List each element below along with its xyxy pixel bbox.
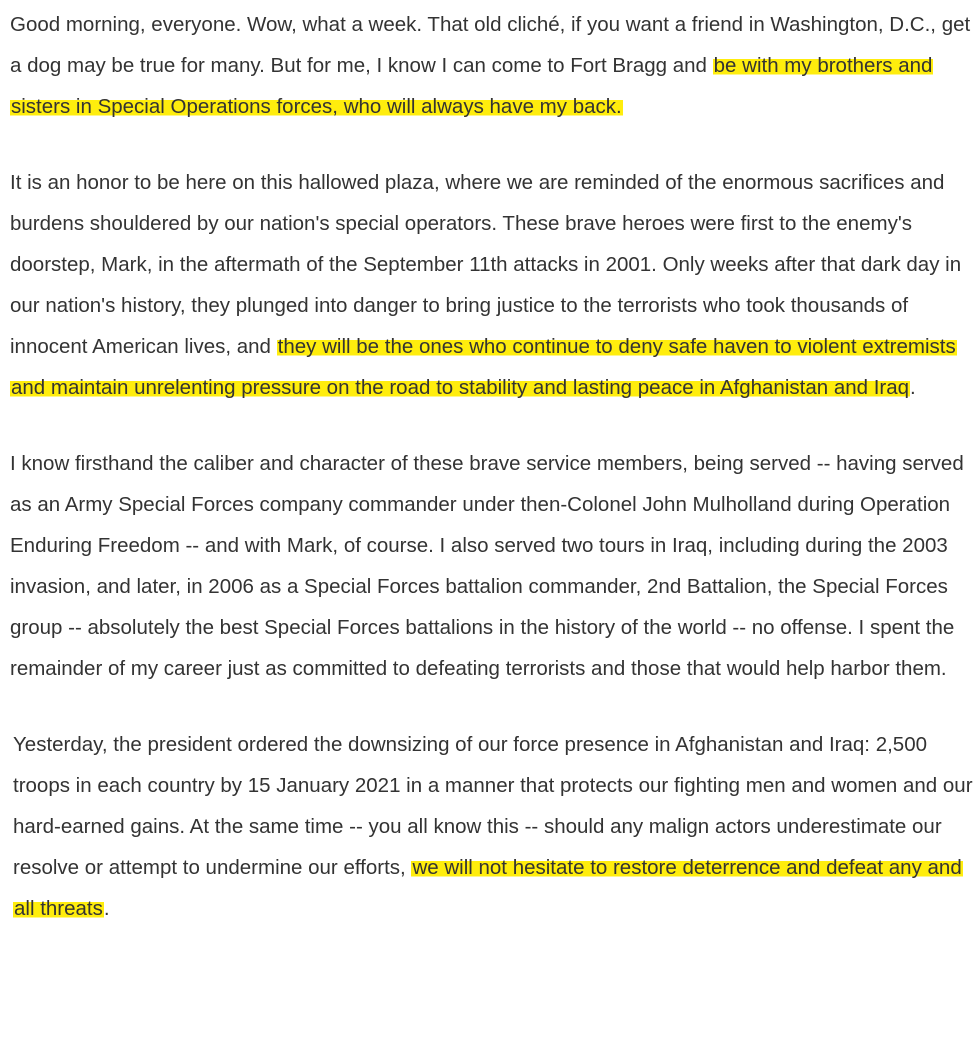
paragraph-4-tail: .	[103, 897, 110, 920]
paragraph-2	[10, 162, 975, 408]
paragraph-3-text: I know firsthand the caliber and character of these brave service members, being served -- having served as an Army Special Forces company commander under then-Colonel John Mulholland during Operation Enduring Freedom -- and with Mark, of course. I also served two tours in Iraq, including during the 2003 invasion, and later, in 2006 as a Special Forces battalion commander, 2nd Battalion, the Special Forces group -- absolutely the best Special Forces battalions in the history of the world -- no offense. I spent the remainder of my career just as committed to defeating terrorists and those that would help harbor them.	[10, 452, 964, 680]
paragraph-1	[10, 4, 975, 127]
paragraph-3	[10, 443, 975, 689]
paragraph-1-highlight: be with my brothers and sisters in Special Operations forces, who will always have my back.	[11, 54, 933, 118]
paragraph-4	[13, 724, 975, 929]
paragraph-2-highlight: they will be the ones who continue to deny safe haven to violent extremists and maintain unrelenting pressure on the road to stability and lasting peace in Afghanistan and Iraq	[11, 335, 956, 399]
speech-transcript	[10, 4, 975, 964]
paragraph-2-text: It is an honor to be here on this hallowed plaza, where we are reminded of the enormous sacrifices and burdens shouldered by our nation's special operators. These brave heroes were first to the enemy's doorstep, Mark, in the aftermath of the September 11th attacks in 2001. Only weeks after that dark day in our nation's history, they plunged into danger to bring justice to the terrorists who took thousands of innocent American lives, and	[10, 171, 962, 358]
paragraph-4-text: Yesterday, the president ordered the downsizing of our force presence in Afghanistan and Iraq: 2,500 troops in each country by 15 January 2021 in a manner that protects our fighting men and women and our hard-earned gains. At the same time -- you all know this -- should any malign actors underestimate our resolve or attempt to undermine our efforts,	[13, 733, 973, 879]
paragraph-2-tail: .	[910, 376, 916, 399]
paragraph-1-text: Good morning, everyone. Wow, what a week. That old cliché, if you want a friend in Washington, D.C., get a dog may be true for many. But for me, I know I can come to Fort Bragg and	[10, 13, 971, 77]
paragraph-4-highlight: we will not hesitate to restore deterrence and defeat any and all threats	[14, 856, 962, 920]
